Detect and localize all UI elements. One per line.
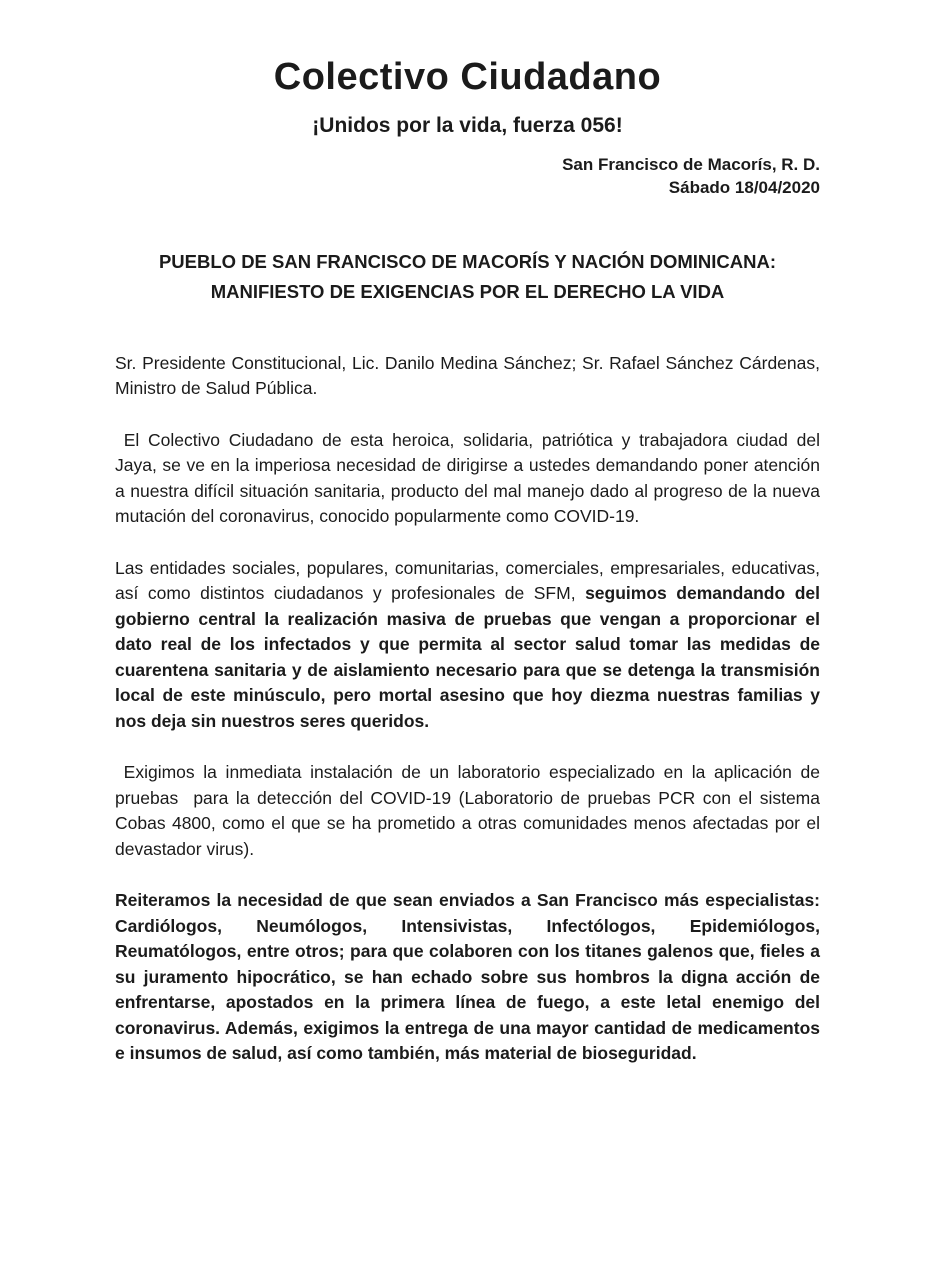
heading-line-2: MANIFIESTO DE EXIGENCIAS POR EL DERECHO LA VIDA <box>210 280 725 302</box>
demands-paragraph-bold-text: seguimos demandando del gobierno central la realización masiva de pruebas que vengan a proporcionar el dato real de los infectados y que permita al sector salud tomar las medidas de cuarentena sanitaria y de aislamiento necesario para que se detenga la transmisión local de este minúsculo, pero mortal asesino que hoy diezma nuestras familias y nos deja sin nuestros seres queridos. <box>115 583 825 731</box>
demands-paragraph <box>115 556 825 735</box>
laboratory-paragraph: Exigimos la inmediata instalación de un laboratorio especializado en la aplicación de pruebas para la detección del COVID-19 (Laboratorio de pruebas PCR con el sistema Cobas 4800, como el que se ha prometido a otras comunidades menos afectadas por el devastador virus). <box>115 762 825 859</box>
document-title: Colectivo Ciudadano <box>273 56 662 98</box>
dateline-place: San Francisco de Macorís, R. D. <box>562 154 820 174</box>
manifesto-heading <box>115 247 820 307</box>
demands-paragraph-normal-text: Las entidades sociales, populares, comunitarias, comerciales, empresariales, educativas, así como distintos ciudadanos y profesionales de SFM, <box>115 557 825 604</box>
dateline <box>115 153 820 199</box>
specialists-paragraph: Reiteramos la necesidad de que sean enviados a San Francisco más especialistas: Cardiólogos, Neumólogos, Intensivistas, Infectólogos, Epidemiólogos, Reumatólogos, entre otros; para que colaboren con los titanes galenos que, fieles a su juramento hipocrático, se han echado sobre sus hombros la digna acción de enfrentarse, apostados en la primera línea de fuego, a este letal enemigo del coronavirus. Además, exigimos la entrega de una mayor cantidad de medicamentos e insumos de salud, así como también, más material de bioseguridad. <box>115 890 825 1064</box>
heading-line-1: PUEBLO DE SAN FRANCISCO DE MACORÍS Y NACIÓN DOMINICANA: <box>158 250 777 272</box>
document-subtitle: ¡Unidos por la vida, fuerza 056! <box>312 113 623 137</box>
intro-paragraph: El Colectivo Ciudadano de esta heroica, solidaria, patriótica y trabajadora ciudad del Jaya, se ve en la imperiosa necesidad de dirigirse a ustedes demandando poner atención a nuestra difícil situación sanitaria, producto del mal manejo dado al progreso de la nueva mutación del coronavirus, conocido popularmente como COVID-19. <box>115 429 825 527</box>
salutation-paragraph: Sr. Presidente Constitucional, Lic. Danilo Medina Sánchez; Sr. Rafael Sánchez Cárdenas, Ministro de Salud Pública. <box>115 352 825 399</box>
dateline-date: Sábado 18/04/2020 <box>668 177 820 197</box>
